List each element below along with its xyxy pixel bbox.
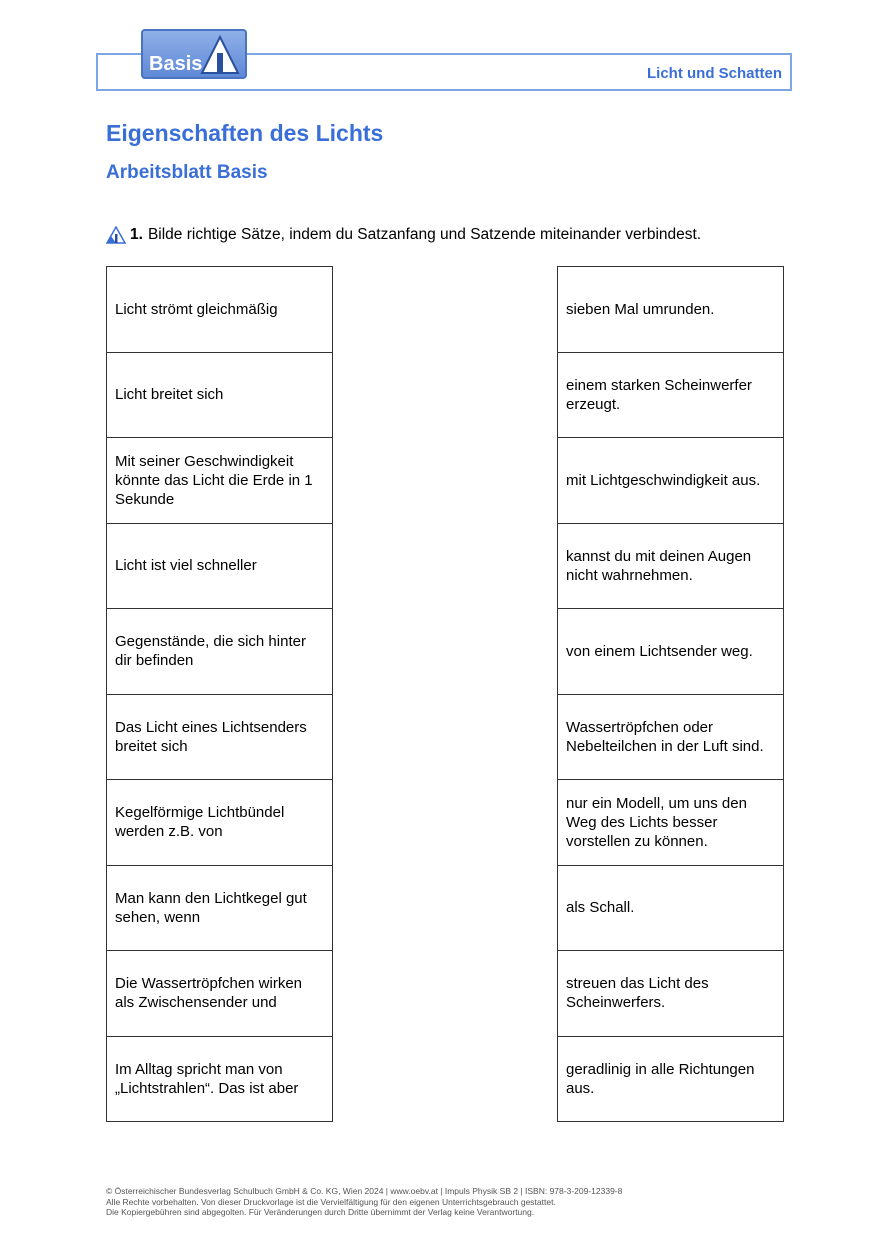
- footer-line: Alle Rechte vorbehalten. Von dieser Druckvorlage ist die Vervielfältigung für den eigenen Unterrichtsgebrauch gestattet.: [106, 1196, 556, 1207]
- sentence-end-cell[interactable]: Wassertröpfchen oder Nebelteilchen in der Luft sind.: [558, 695, 783, 781]
- sentence-end-cell[interactable]: nur ein Modell, um uns den Weg des Lichts besser vorstellen zu können.: [558, 780, 783, 866]
- section-title: Licht und Schatten: [647, 65, 782, 82]
- sentence-start-cell[interactable]: Licht strömt gleichmäßig: [107, 267, 332, 353]
- sentence-end-cell[interactable]: streuen das Licht des Scheinwerfers.: [558, 951, 783, 1037]
- task-text: Bilde richtige Sätze, indem du Satzanfang und Satzende miteinander verbindest.: [147, 226, 702, 243]
- copyright-footer: [106, 1186, 622, 1218]
- sentence-end-cell[interactable]: kannst du mit deinen Augen nicht wahrnehmen.: [558, 524, 783, 610]
- sentence-start-cell[interactable]: Im Alltag spricht man von „Lichtstrahlen“. Das ist aber: [107, 1037, 332, 1123]
- sentence-start-cell[interactable]: Mit seiner Geschwindigkeit könnte das Licht die Erde in 1 Sekunde: [107, 438, 332, 524]
- sentence-start-cell[interactable]: Gegenstände, die sich hinter dir befinden: [107, 609, 332, 695]
- footer-line: © Österreichischer Bundesverlag Schulbuch GmbH & Co. KG, Wien 2024 | www.oebv.at | Impuls Physik SB 2 | ISBN: 978-3-209-12339-8: [106, 1186, 623, 1196]
- triangle-icon: [200, 35, 240, 75]
- sentence-start-cell[interactable]: Die Wassertröpfchen wirken als Zwischensender und: [107, 951, 332, 1037]
- sentence-start-cell[interactable]: Man kann den Lichtkegel gut sehen, wenn: [107, 866, 332, 952]
- sentence-start-cell[interactable]: Licht breitet sich: [107, 353, 332, 439]
- logo-text: Basis: [149, 53, 203, 75]
- sentence-end-cell[interactable]: als Schall.: [558, 866, 783, 952]
- sentence-start-column: [106, 266, 333, 1122]
- task-number: 1.: [130, 226, 143, 243]
- sentence-end-cell[interactable]: sieben Mal umrunden.: [558, 267, 783, 353]
- sentence-end-column: [557, 266, 784, 1122]
- sentence-start-cell[interactable]: Kegelförmige Lichtbündel werden z.B. von: [107, 780, 332, 866]
- footer-line: Die Kopiergebühren sind abgegolten. Für Veränderungen durch Dritte übernimmt der Verlag keine Verantwortung.: [106, 1207, 535, 1217]
- sentence-end-cell[interactable]: geradlinig in alle Richtungen aus.: [558, 1037, 783, 1123]
- sentence-start-cell[interactable]: Licht ist viel schneller: [107, 524, 332, 610]
- sentence-start-cell[interactable]: Das Licht eines Lichtsenders breitet sich: [107, 695, 332, 781]
- basis-level-icon: [106, 226, 126, 244]
- task-instruction: [106, 226, 701, 244]
- sentence-end-cell[interactable]: von einem Lichtsender weg.: [558, 609, 783, 695]
- page-title: Eigenschaften des Lichts: [106, 120, 384, 146]
- basis-logo: [141, 29, 247, 79]
- page-subtitle: Arbeitsblatt Basis: [106, 162, 268, 183]
- sentence-end-cell[interactable]: einem starken Scheinwerfer erzeugt.: [558, 353, 783, 439]
- sentence-end-cell[interactable]: mit Lichtgeschwindigkeit aus.: [558, 438, 783, 524]
